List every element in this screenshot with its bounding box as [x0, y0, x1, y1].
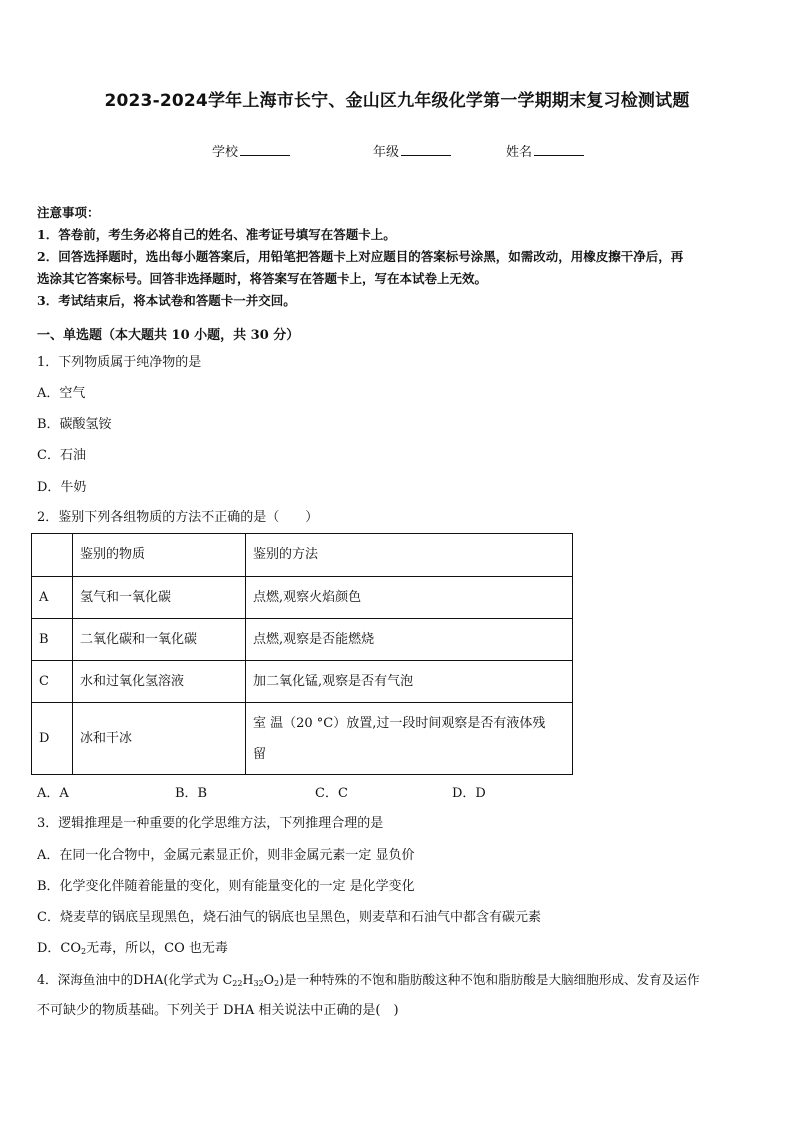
notes-line-3: 选涂其它答案标号。回答非选择题时，将答案写在答题卡上，写在本试卷上无效。	[37, 271, 488, 286]
name-label: 姓名	[506, 145, 533, 160]
table-row	[32, 619, 573, 661]
table-cell-method: 加二氧化锰,观察是否有气泡	[246, 661, 573, 703]
table-header-method: 鉴别的方法	[246, 534, 573, 577]
notes-heading: 注意事项：	[37, 205, 100, 220]
notes-line-2: 2．回答选择题时，选出每小题答案后，用铅笔把答题卡上对应题目的答案标号涂黑，如需改动，用橡皮擦干净后，再	[37, 249, 684, 264]
notes-line-1: 1．答卷前，考生务必将自己的姓名、准考证号填写在答题卡上。	[37, 227, 396, 242]
q3-option-a: A．在同一化合物中，金属元素显正价，则非金属元素一定 显负价	[37, 848, 415, 863]
q4-sub1: 22	[232, 979, 243, 988]
school-label: 学校	[212, 145, 239, 160]
notes-line-4: 3．考试结束后，将本试卷和答题卡一并交回。	[37, 293, 296, 308]
q2-stem: 2．鉴别下列各组物质的方法不正确的是（ ）	[37, 510, 319, 525]
table-cell	[32, 534, 73, 577]
school-blank	[240, 143, 290, 156]
q4-mid2: O	[263, 972, 274, 987]
q2-option-b: B．B	[175, 786, 208, 801]
q4-stem-part1: 4．深海鱼油中的DHA(化学式为 C	[37, 972, 233, 987]
q1-option-a: A．空气	[37, 386, 86, 401]
q2-options	[37, 782, 557, 804]
table-cell-substance: 二氧化碳和一氧化碳	[73, 619, 246, 661]
q1-option-b: B．碳酸氢铵	[37, 417, 112, 432]
grade-field	[373, 141, 451, 160]
table-cell-substance: 氢气和一氧化碳	[73, 577, 246, 619]
table-cell-label: D	[32, 703, 73, 775]
q2-option-c: C．C	[315, 786, 348, 801]
q4-stem-line2: 不可缺少的物质基础。下列关于 DHA 相关说法中正确的是( )	[37, 1003, 399, 1018]
table-cell-method	[246, 703, 573, 775]
q4-sub3: 2	[273, 979, 280, 988]
q1-stem: 1．下列物质属于纯净物的是	[37, 355, 202, 370]
table-cell-label: A	[32, 577, 73, 619]
method-text-line2: 留	[253, 746, 267, 762]
table-cell-method: 点燃,观察是否能燃烧	[246, 619, 573, 661]
table-cell-method: 点燃,观察火焰颜色	[246, 577, 573, 619]
name-field	[506, 141, 584, 160]
q4-mid1: H	[242, 972, 254, 987]
q3-option-d	[37, 938, 228, 963]
q2-option-d: D．D	[452, 786, 486, 801]
table-header-row	[32, 534, 573, 577]
school-field	[212, 141, 290, 160]
q3-option-d-sub: 2	[81, 947, 87, 956]
q3-stem: 3．逻辑推理是一种重要的化学思维方法，下列推理合理的是	[37, 816, 384, 831]
table-header-substance: 鉴别的物质	[73, 534, 246, 577]
q1-option-d: D．牛奶	[37, 480, 87, 495]
table-cell-label: C	[32, 661, 73, 703]
q4-sub2: 32	[253, 979, 264, 988]
q3-option-d-suffix: 无毒，所以，CO 也无毒	[86, 941, 228, 956]
method-text-line1: 室 温（20 °C）放置,过一段时间观察是否有液体残	[253, 715, 546, 731]
table-cell-substance: 水和过氧化氢溶液	[73, 661, 246, 703]
q1-option-c: C．石油	[37, 448, 86, 463]
grade-blank	[401, 143, 451, 156]
exam-title: 2023-2024学年上海市长宁、金山区九年级化学第一学期期末复习检测试题	[104, 91, 690, 111]
student-info-row	[0, 141, 794, 161]
q4-stem	[37, 969, 759, 995]
name-blank	[534, 143, 584, 156]
exam-notes	[37, 202, 759, 312]
grade-label: 年级	[373, 145, 400, 160]
table-row	[32, 661, 573, 703]
q4-stem-part2: )是一种特殊的不饱和脂肪酸这种不饱和脂肪酸是大脑细胞形成、发育及运作	[279, 972, 700, 987]
section-heading: 一、单选题（本大题共 10 小题，共 30 分）	[37, 328, 300, 343]
table-cell-label: B	[32, 619, 73, 661]
table-row	[32, 703, 573, 775]
q2-option-a: A．A	[37, 786, 69, 801]
q2-table	[31, 533, 573, 775]
q3-option-c: C．烧麦草的锅底呈现黑色，烧石油气的锅底也呈黑色，则麦草和石油气中都含有碳元素	[37, 910, 541, 925]
q3-option-b: B．化学变化伴随着能量的变化，则有能量变化的一定 是化学变化	[37, 879, 415, 894]
table-cell-substance: 冰和干冰	[73, 703, 246, 775]
table-row	[32, 577, 573, 619]
q3-option-d-prefix: D．CO	[37, 941, 82, 956]
